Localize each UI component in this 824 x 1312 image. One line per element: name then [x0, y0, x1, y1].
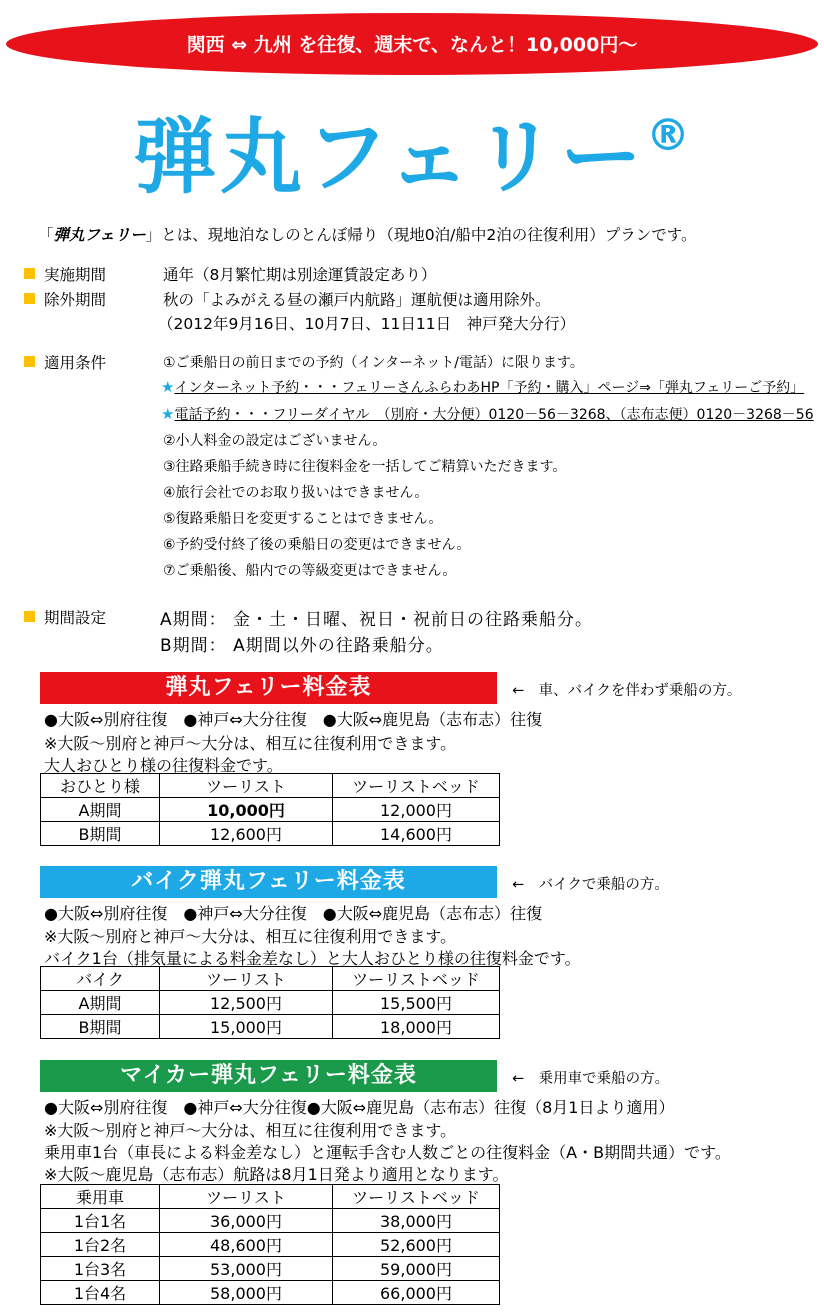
table-cell: 15,500円 — [333, 991, 500, 1015]
condition-phone — [161, 404, 814, 424]
table-cell: B期間 — [41, 1015, 160, 1039]
condition-item: ④旅行会社でのお取り扱いはできません。 — [163, 485, 429, 501]
intro-rest: 」とは、現地泊なしのとんぼ帰り（現地0泊/船中2泊の往復利用）プランです。 — [145, 226, 697, 244]
table-cell: 1台4名 — [41, 1281, 160, 1305]
star-icon: ★ — [161, 405, 175, 423]
period-text: 通年（8月繁忙期は別途運賃設定あり） — [163, 266, 437, 284]
table-header-row — [41, 1185, 500, 1209]
car-fare-note2: ※大阪〜鹿児島（志布志）航路は8月1日発より適用となります。 — [44, 1165, 509, 1184]
star-icon: ★ — [161, 378, 175, 396]
table-cell: A期間 — [41, 798, 160, 822]
bullet-square — [24, 268, 35, 279]
intro-open: 「 — [38, 226, 54, 244]
table-header-cell: ツーリストベッド — [333, 774, 500, 798]
condition-item: ②小人料金の設定はございません。 — [163, 433, 387, 449]
table-cell: 10,000円 — [160, 798, 333, 822]
table-row — [41, 1281, 500, 1305]
bike-fare-routes: ●大阪⇔別府往復 ●神戸⇔大分往復 ●大阪⇔鹿児島（志布志）往復 — [44, 904, 543, 923]
table-cell: 59,000円 — [333, 1257, 500, 1281]
table-row — [41, 1209, 500, 1233]
bullet-square — [24, 611, 35, 622]
condition-item: ⑦ご乗船後、船内での等級変更はできません。 — [163, 563, 457, 579]
condition-item: ⑤復路乗船日を変更することはできません。 — [163, 511, 443, 527]
foot-fare-heading: 弾丸フェリー料金表 — [40, 672, 497, 704]
table-header-row — [41, 774, 500, 798]
title-text: 弾丸フェリー — [134, 110, 646, 205]
car-fare-desc: 乗用車1台（車長による料金差なし）と運転手含む人数ごとの往復料金（A・B期間共通）です。 — [44, 1143, 731, 1162]
table-cell: 38,000円 — [333, 1209, 500, 1233]
table-cell: 12,000円 — [333, 798, 500, 822]
table-header-cell: バイク — [41, 967, 160, 991]
table-header-cell: ツーリスト — [160, 967, 333, 991]
table-row — [41, 798, 500, 822]
table-cell: 1台2名 — [41, 1233, 160, 1257]
table-row — [41, 1233, 500, 1257]
bike-fare-arrow-note: ← バイクで乗船の方。 — [512, 877, 669, 893]
internet-reservation-link[interactable]: インターネット予約・・・フェリーさんふらわあHP「予約・購入」ページ⇒「弾丸フェリーご予約」 — [174, 380, 805, 396]
bullet-square — [24, 293, 35, 304]
table-header-row — [41, 967, 500, 991]
table-cell: A期間 — [41, 991, 160, 1015]
table-cell: 1台3名 — [41, 1257, 160, 1281]
foot-fare-table — [40, 773, 500, 846]
page-title — [0, 92, 824, 209]
period-a-text: A期間： 金・土・日曜、祝日・祝前日の往路乗船分。 — [160, 610, 594, 630]
table-header-cell: ツーリスト — [160, 774, 333, 798]
conditions-label: 適用条件 — [44, 354, 107, 372]
foot-fare-note: ※大阪〜別府と神戸〜大分は、相互に往復利用できます。 — [44, 734, 457, 753]
exclusion-label: 除外期間 — [44, 291, 107, 309]
intro-text — [38, 223, 696, 245]
table-cell: 36,000円 — [160, 1209, 333, 1233]
table-header-cell: ツーリストベッド — [333, 1185, 500, 1209]
car-fare-table — [40, 1184, 500, 1305]
condition-item: ③往路乗船手続き時に往復料金を一括してご精算いただきます。 — [163, 459, 567, 475]
registered-mark: ® — [645, 110, 690, 161]
table-header-cell: 乗用車 — [41, 1185, 160, 1209]
car-fare-routes: ●大阪⇔別府往復 ●神戸⇔大分往復●大阪⇔鹿児島（志布志）往復（8月1日より適用） — [44, 1098, 675, 1117]
table-header-cell: ツーリスト — [160, 1185, 333, 1209]
table-row — [41, 1257, 500, 1281]
table-cell: 52,600円 — [333, 1233, 500, 1257]
table-cell: 14,600円 — [333, 822, 500, 846]
condition-item: ⑥予約受付終了後の乗船日の変更はできません。 — [163, 537, 471, 553]
foot-fare-arrow-note: ← 車、バイクを伴わず乗船の方。 — [512, 683, 742, 699]
intro-emphasis: 弾丸フェリー — [53, 226, 146, 244]
table-cell: 15,000円 — [160, 1015, 333, 1039]
table-cell: B期間 — [41, 822, 160, 846]
table-cell: 66,000円 — [333, 1281, 500, 1305]
table-row — [41, 822, 500, 846]
phone-reservation-link[interactable]: 電話予約・・・フリーダイヤル （別府・大分便）0120－56－3268、（志布志便）0120－3268－56 — [174, 407, 814, 423]
table-header-cell: おひとり様 — [41, 774, 160, 798]
bike-fare-desc: バイク1台（排気量による料金差なし）と大人おひとり様の往復料金です。 — [44, 949, 581, 968]
period-setting-label: 期間設定 — [44, 609, 107, 627]
bike-fare-note: ※大阪〜別府と神戸〜大分は、相互に往復利用できます。 — [44, 927, 457, 946]
table-cell: 18,000円 — [333, 1015, 500, 1039]
foot-fare-routes: ●大阪⇔別府往復 ●神戸⇔大分往復 ●大阪⇔鹿児島（志布志）往復 — [44, 710, 543, 729]
condition-internet — [161, 377, 804, 397]
table-cell: 1台1名 — [41, 1209, 160, 1233]
table-header-cell: ツーリストベッド — [333, 967, 500, 991]
bullet-square — [24, 356, 35, 367]
table-cell: 12,600円 — [160, 822, 333, 846]
period-label: 実施期間 — [44, 266, 107, 284]
car-fare-arrow-note: ← 乗用車で乗船の方。 — [512, 1071, 670, 1087]
exclusion-sub: （2012年9月16日、10月7日、11日11日 神戸発大分行） — [158, 315, 576, 333]
condition-item: ①ご乗船日の前日までの予約（インターネット/電話）に限ります。 — [163, 355, 584, 371]
table-cell: 12,500円 — [160, 991, 333, 1015]
table-row — [41, 1015, 500, 1039]
banner-text: 関西 ⇔ 九州 を往復、週末で、なんと！10,000円〜 — [186, 34, 638, 56]
car-fare-note: ※大阪〜別府と神戸〜大分は、相互に往復利用できます。 — [44, 1121, 457, 1140]
period-b-text: B期間： A期間以外の往路乗船分。 — [160, 636, 444, 656]
table-cell: 58,000円 — [160, 1281, 333, 1305]
car-fare-heading: マイカー弾丸フェリー料金表 — [40, 1060, 497, 1092]
bike-fare-heading: バイク弾丸フェリー料金表 — [40, 866, 497, 898]
exclusion-text: 秋の「よみがえる昼の瀬戸内航路」運航便は適用除外。 — [163, 291, 551, 309]
foot-fare-desc: 大人おひとり様の往復料金です。 — [44, 756, 283, 775]
table-cell: 48,600円 — [160, 1233, 333, 1257]
bike-fare-table — [40, 966, 500, 1039]
table-row — [41, 991, 500, 1015]
table-cell: 53,000円 — [160, 1257, 333, 1281]
